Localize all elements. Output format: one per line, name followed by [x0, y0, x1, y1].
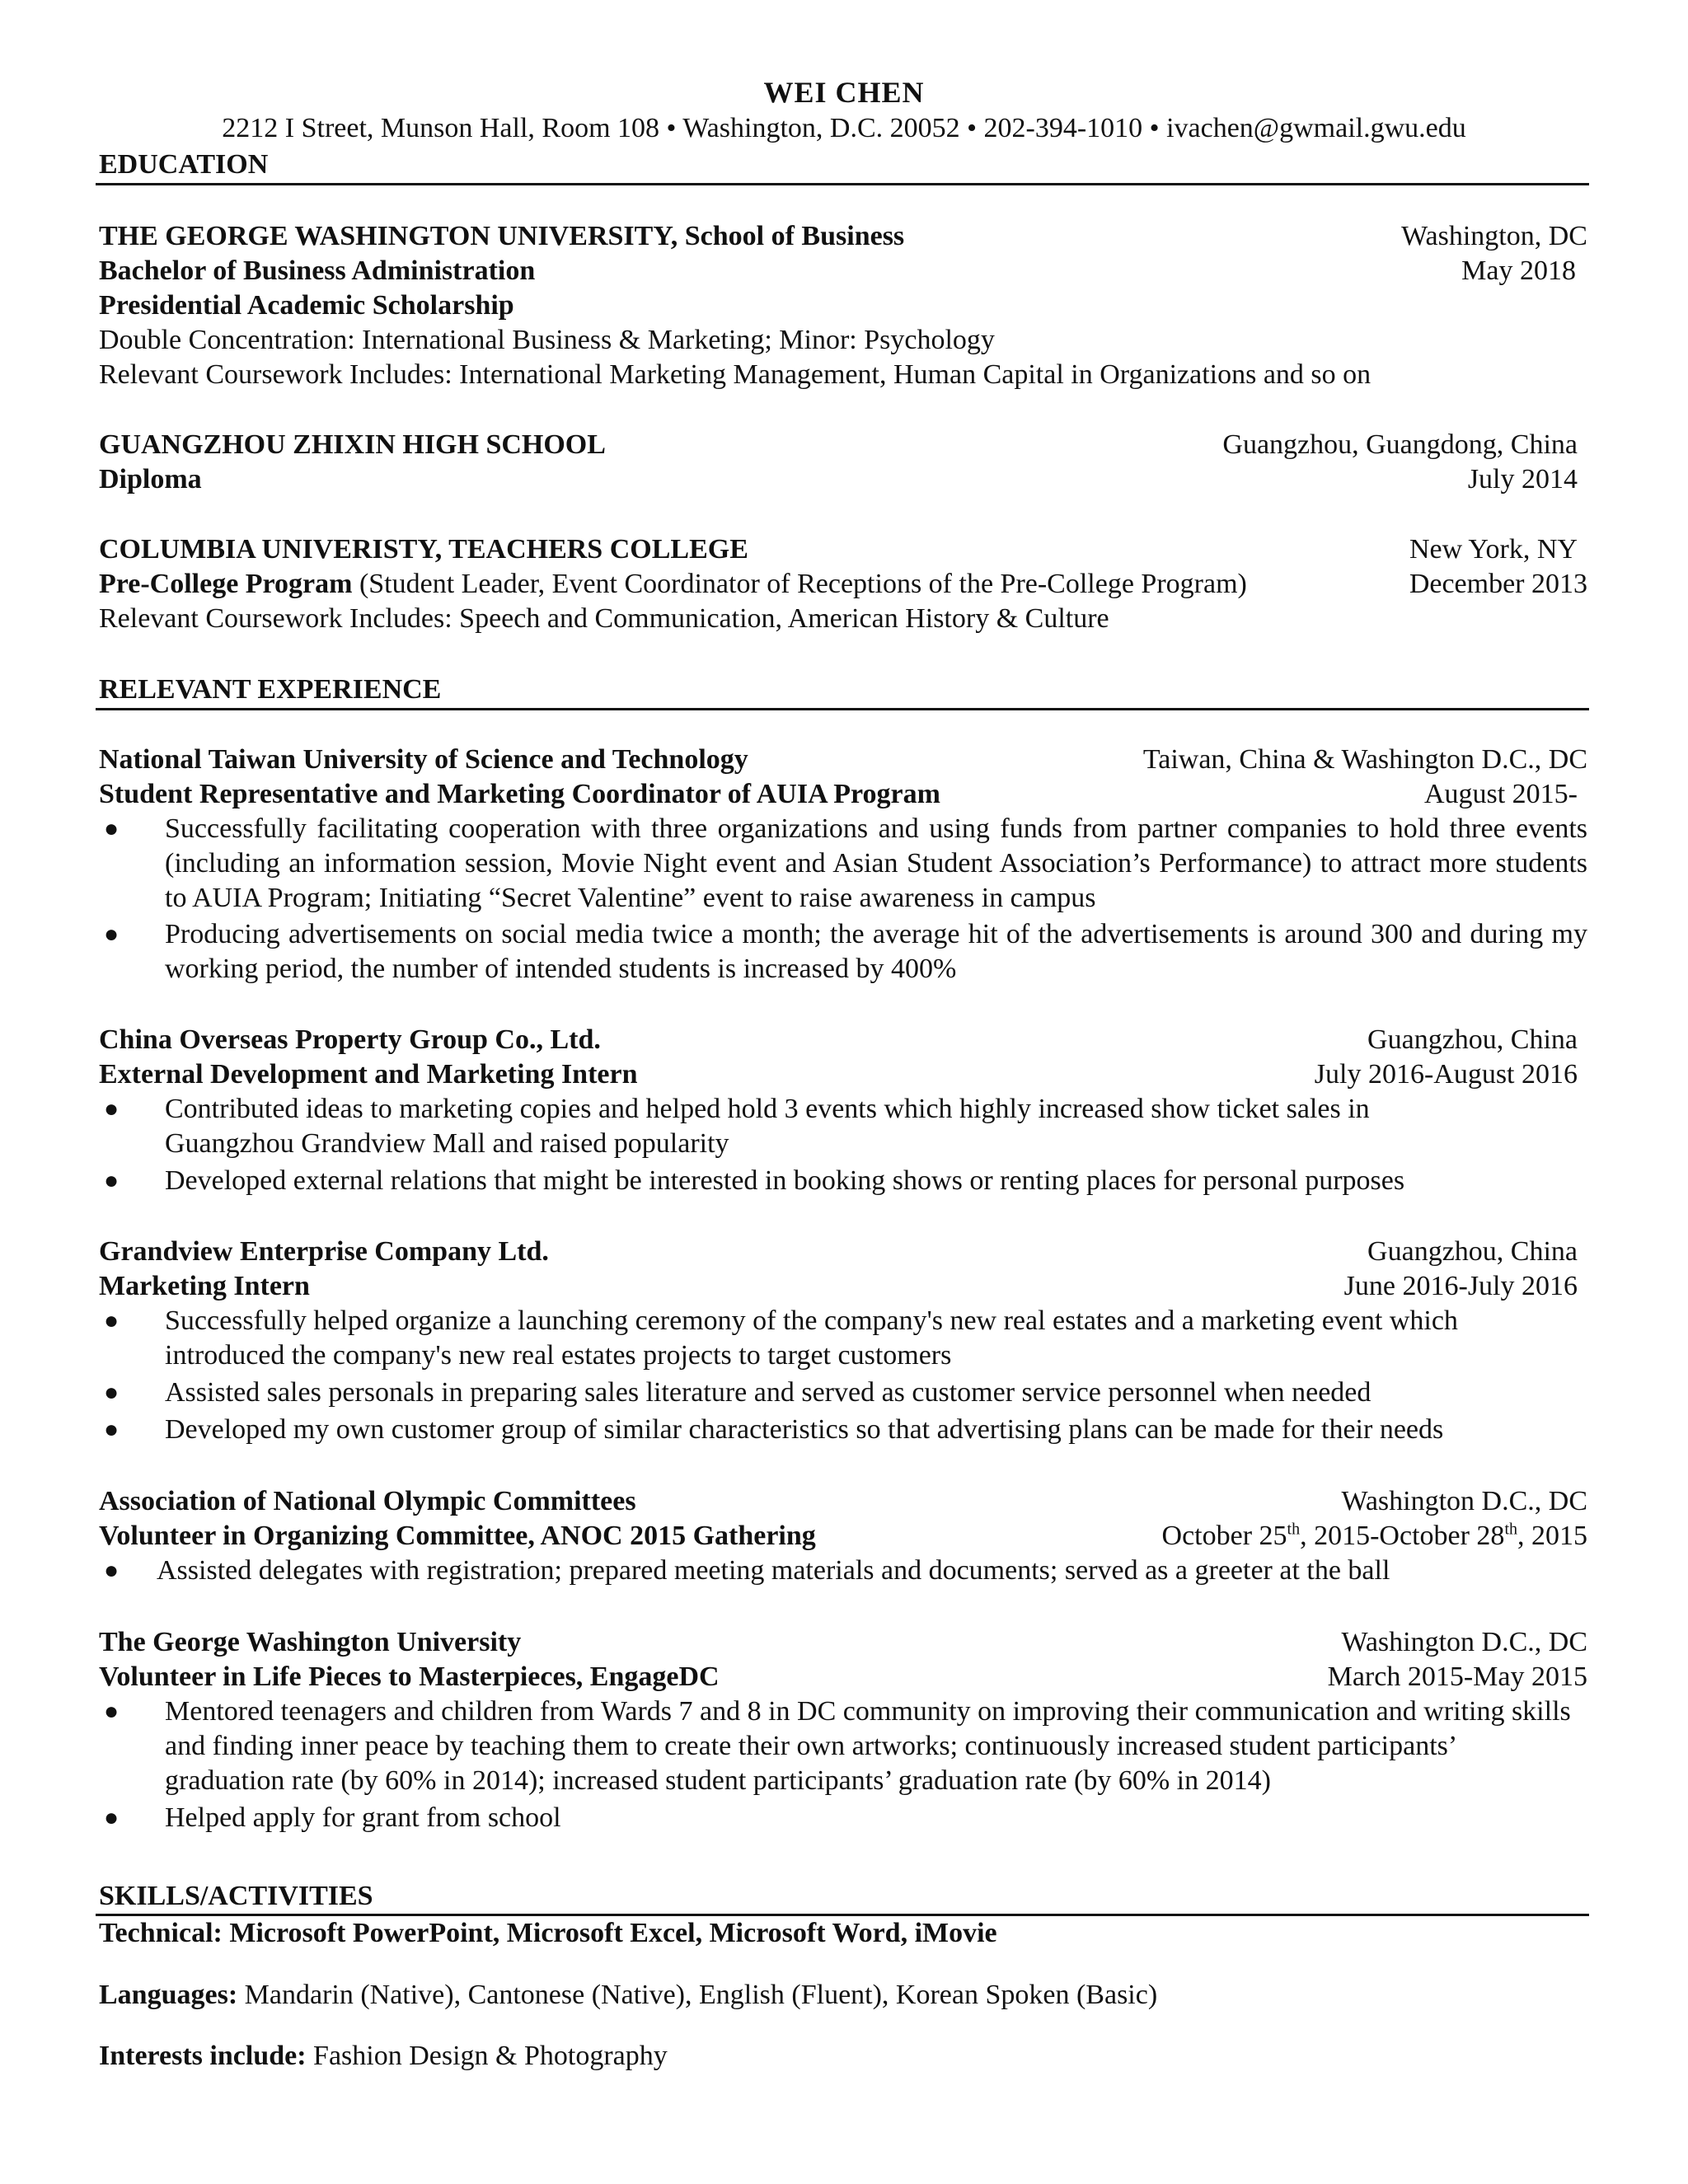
exp-anoc-date-start: October 25: [1161, 1521, 1287, 1551]
bullet-icon: ●: [104, 1698, 120, 1725]
exp-gwu-location: Washington D.C., DC: [1341, 1627, 1587, 1657]
edu-columbia-school: COLUMBIA UNIVERISTY, TEACHERS COLLEGE: [99, 534, 748, 565]
skills-languages-value: Mandarin (Native), Cantonese (Native), English (Fluent), Korean Spoken (Basic): [237, 1980, 1158, 2010]
edu-columbia-date: December 2013: [1409, 569, 1587, 599]
exp-gwu-role: Volunteer in Life Pieces to Masterpieces, EngageDC: [99, 1661, 720, 1692]
bullet-text: Assisted delegates with registration; prepared meeting materials and documents; served as a greeter at the ball: [157, 1555, 1390, 1586]
edu-columbia-program-row: [99, 567, 1587, 602]
skills-languages-label: Languages:: [99, 1980, 238, 2010]
bullet-icon: ●: [104, 1307, 120, 1334]
ordinal-suffix: th: [1504, 1520, 1517, 1539]
bullet-text: Successfully facilitating cooperation with three organizations and using funds from partner companies to hold three events (including an information session, Movie Night event and Asian Student Association’s Performance) to attract more students to AUIA Program; Initiating “Secret Valentine” event to raise awareness in campus: [165, 813, 1587, 913]
exp-anoc-header: [99, 1484, 1587, 1519]
edu-gwu-date: May 2018: [1461, 255, 1576, 286]
exp-anoc-location: Washington D.C., DC: [1341, 1486, 1587, 1516]
list-item: [99, 1304, 1587, 1373]
bullet-text: Assisted sales personals in preparing sales literature and served as customer service personnel when needed: [165, 1377, 1372, 1408]
list-item: [99, 1801, 1587, 1835]
bullet-text: Developed external relations that might be interested in booking shows or renting places for personal purposes: [165, 1165, 1405, 1196]
experience-heading: RELEVANT EXPERIENCE: [99, 674, 442, 705]
exp-grandview-role: Marketing Intern: [99, 1271, 310, 1301]
exp-grandview-org: Grandview Enterprise Company Ltd.: [99, 1236, 549, 1267]
bullet-text: Developed my own customer group of similar characteristics so that advertising plans can be made for their needs: [165, 1414, 1444, 1445]
edu-gwu-honor: Presidential Academic Scholarship: [99, 290, 514, 321]
exp-ntust-role-row: [99, 777, 1587, 812]
bullet-text: Contributed ideas to marketing copies and helped hold 3 events which highly increased show ticket sales in Guangzhou Grandview Mall and raised popularity: [165, 1094, 1370, 1159]
skills-languages: [99, 1978, 1587, 2013]
exp-cop-org: China Overseas Property Group Co., Ltd.: [99, 1024, 601, 1055]
edu-gwu-degree-row: [99, 254, 1587, 288]
ordinal-suffix: th: [1287, 1520, 1301, 1539]
exp-ntust-header: [99, 743, 1587, 777]
edu-columbia-coursework: Relevant Coursework Includes: Speech and Communication, American History & Culture: [99, 603, 1109, 634]
list-item: [99, 812, 1587, 916]
exp-gwu-header: [99, 1625, 1587, 1660]
edu-columbia-header: [99, 532, 1587, 567]
exp-cop-role-row: [99, 1057, 1587, 1092]
edu-columbia-program-note: (Student Leader, Event Coordinator of Receptions of the Pre-College Program): [352, 569, 1247, 599]
exp-cop-role: External Development and Marketing Intern: [99, 1059, 638, 1090]
bullet-icon: ●: [104, 1557, 120, 1584]
exp-anoc-org: Association of National Olympic Committees: [99, 1486, 636, 1516]
bullet-icon: ●: [104, 1167, 120, 1194]
exp-anoc-role-row: [99, 1519, 1587, 1554]
list-item: [99, 1413, 1587, 1447]
exp-anoc-date-mid: , 2015-October 28: [1300, 1521, 1505, 1551]
edu-columbia-program: Pre-College Program: [99, 569, 353, 599]
exp-cop-date: July 2016-August 2016: [1314, 1059, 1578, 1090]
bullet-text: Successfully helped organize a launching ceremony of the company's new real estates and a marketing event which introduced the company's new real estates projects to target customers: [165, 1305, 1458, 1371]
exp-gwu-role-row: [99, 1660, 1587, 1694]
skills-interests: [99, 2039, 1587, 2074]
contact-line: 2212 I Street, Munson Hall, Room 108 • Washington, D.C. 20052 • 202-394-1010 • ivachen@gwmail.gwu.edu: [222, 113, 1466, 143]
list-item: [99, 1164, 1587, 1198]
edu-zhixin-degree-row: [99, 462, 1587, 497]
exp-ntust-role: Student Representative and Marketing Coordinator of AUIA Program: [99, 779, 940, 809]
bullet-icon: ●: [104, 1416, 120, 1443]
list-item: [99, 1376, 1587, 1410]
edu-gwu-school: THE GEORGE WASHINGTON UNIVERSITY, School of Business: [99, 221, 905, 251]
skills-interests-label: Interests include:: [99, 2041, 307, 2071]
exp-ntust-location: Taiwan, China & Washington D.C., DC: [1142, 744, 1587, 775]
exp-grandview-role-row: [99, 1269, 1587, 1304]
exp-grandview-header: [99, 1235, 1587, 1269]
edu-gwu-location: Washington, DC: [1401, 221, 1587, 251]
list-item: [99, 917, 1587, 987]
exp-grandview-date: June 2016-July 2016: [1343, 1271, 1578, 1301]
exp-ntust-date: August 2015-: [1423, 779, 1578, 809]
list-item: [99, 1694, 1587, 1798]
candidate-name: WEI CHEN: [763, 76, 925, 109]
bullet-icon: ●: [104, 815, 120, 842]
bullet-text: Mentored teenagers and children from Wards 7 and 8 in DC community on improving their communication and writing skills and finding inner peace by teaching them to create their own artworks; continuously increased student participants’ graduation rate (by 60% in 2014); increased student participants’ graduation rate (by 60% in 2014): [165, 1696, 1571, 1796]
edu-gwu-header: [99, 219, 1587, 254]
bullet-icon: ●: [104, 1804, 120, 1831]
edu-gwu-degree: Bachelor of Business Administration: [99, 255, 536, 286]
exp-cop-header: [99, 1023, 1587, 1057]
bullet-text: Producing advertisements on social media twice a month; the average hit of the advertisements is around 300 and during my working period, the number of intended students is increased by 400%: [165, 919, 1587, 984]
exp-ntust-org: National Taiwan University of Science and Technology: [99, 744, 748, 775]
edu-zhixin-school: GUANGZHOU ZHIXIN HIGH SCHOOL: [99, 429, 606, 460]
skills-interests-value: Fashion Design & Photography: [306, 2041, 668, 2071]
education-divider: [96, 183, 1589, 185]
bullet-icon: ●: [104, 1379, 120, 1406]
experience-divider: [96, 708, 1589, 710]
exp-anoc-date: [1162, 1519, 1587, 1554]
exp-gwu-date: March 2015-May 2015: [1327, 1661, 1587, 1692]
edu-gwu-coursework: Relevant Coursework Includes: International Marketing Management, Human Capital in Organizations and so on: [99, 359, 1372, 390]
skills-technical: Technical: Microsoft PowerPoint, Microsoft Excel, Microsoft Word, iMovie: [99, 1918, 997, 1948]
exp-cop-location: Guangzhou, China: [1367, 1024, 1578, 1055]
edu-zhixin-location: Guangzhou, Guangdong, China: [1222, 429, 1578, 460]
list-item: [99, 1092, 1587, 1161]
skills-heading: SKILLS/ACTIVITIES: [99, 1881, 373, 1911]
list-item: [99, 1554, 1587, 1588]
exp-anoc-role: Volunteer in Organizing Committee, ANOC 2015 Gathering: [99, 1521, 816, 1551]
exp-gwu-org: The George Washington University: [99, 1627, 522, 1657]
bullet-text: Helped apply for grant from school: [165, 1802, 561, 1833]
bullet-icon: ●: [104, 921, 120, 948]
edu-columbia-program-line: [99, 567, 1247, 602]
edu-zhixin-date: July 2014: [1467, 464, 1578, 494]
edu-gwu-concentration: Double Concentration: International Business & Marketing; Minor: Psychology: [99, 325, 995, 355]
exp-grandview-location: Guangzhou, China: [1367, 1236, 1578, 1267]
exp-anoc-date-end: , 2015: [1517, 1521, 1587, 1551]
edu-zhixin-header: [99, 428, 1587, 462]
edu-columbia-location: New York, NY: [1409, 534, 1578, 565]
edu-zhixin-degree: Diploma: [99, 464, 202, 494]
bullet-icon: ●: [104, 1095, 120, 1122]
education-heading: EDUCATION: [99, 149, 269, 180]
